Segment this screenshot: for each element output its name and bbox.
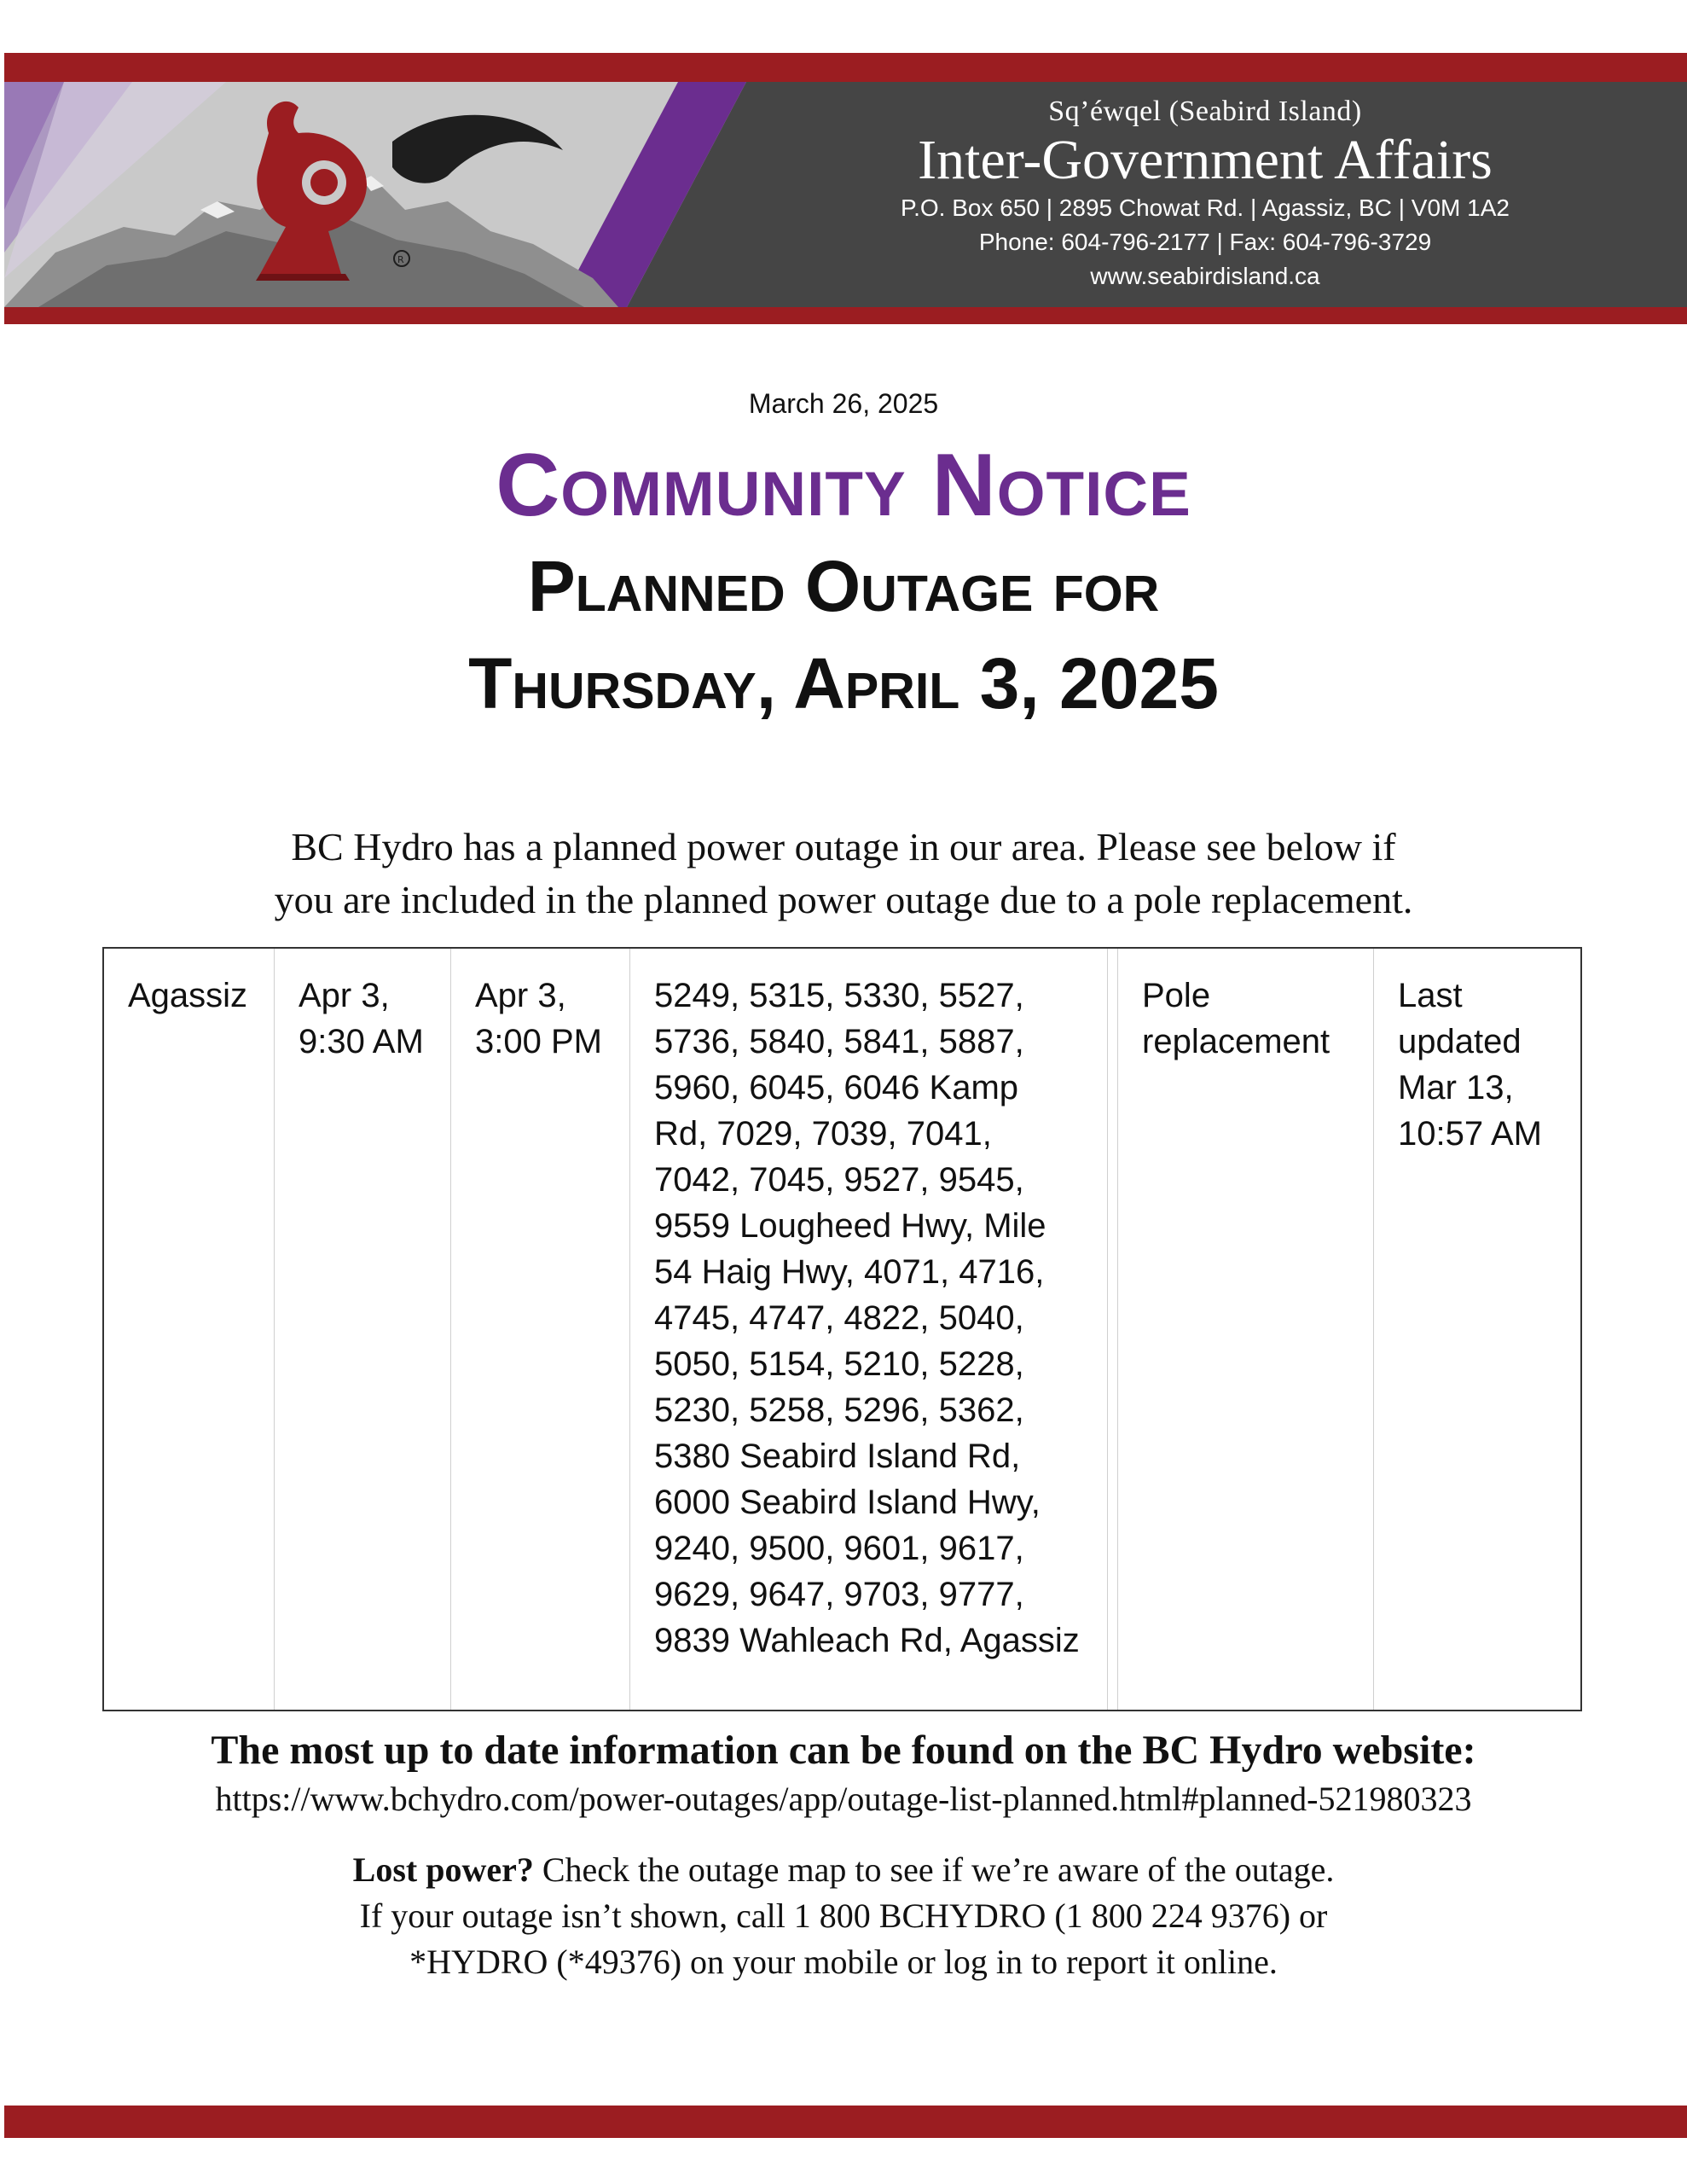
spacer-cell (1108, 949, 1118, 1710)
start-time-cell (275, 949, 451, 1710)
seabird-logo-artwork (4, 82, 789, 307)
address-line: 5960, 6045, 6046 Kamp (654, 1069, 1019, 1107)
address-line: 9240, 9500, 9601, 9617, (654, 1530, 1024, 1567)
subtitle-line-1: Planned Outage for (527, 546, 1160, 626)
lost-power-label: Lost power? (352, 1850, 534, 1889)
end-time-cell (451, 949, 630, 1710)
last-updated-cell (1374, 949, 1580, 1710)
footer-stripe (4, 2106, 1687, 2138)
end-date: Apr 3, (475, 977, 566, 1014)
intro-line-2: you are included in the planned power outage due to a pole replacement. (274, 878, 1413, 921)
address-line: 5230, 5258, 5296, 5362, (654, 1391, 1024, 1429)
mailing-address: P.O. Box 650 | 2895 Chowat Rd. | Agassiz, BC | V0M 1A2 (901, 195, 1510, 221)
address-line: 5380 Seabird Island Rd, (654, 1438, 1021, 1475)
banner-bottom-stripe (4, 307, 1687, 324)
address-line: 6000 Seabird Island Hwy, (654, 1484, 1041, 1521)
header-text-block (723, 82, 1687, 307)
updated-line: Mar 13, (1398, 1069, 1514, 1107)
notice-title: Community Notice (496, 436, 1191, 535)
end-time: 3:00 PM (475, 1023, 602, 1060)
address-line: 9559 Lougheed Hwy, Mile (654, 1207, 1046, 1245)
address-line: 5249, 5315, 5330, 5527, (654, 977, 1024, 1014)
area-text: Agassiz (128, 977, 248, 1014)
updated-line: updated (1398, 1023, 1522, 1060)
lost-power-line-2: If your outage isn’t shown, call 1 800 BCHYDRO (1 800 224 9376) or (359, 1896, 1328, 1935)
banner-top-stripe (4, 53, 1687, 82)
lost-power-line-3: *HYDRO (*49376) on your mobile or log in to report it online. (409, 1943, 1278, 1981)
intro-line-1: BC Hydro has a planned power outage in our area. Please see below if (291, 825, 1396, 868)
subtitle-line-2: Thursday, April 3, 2025 (468, 643, 1219, 723)
addresses-cell (630, 949, 1108, 1710)
reason-cell (1118, 949, 1374, 1710)
nation-name: Sq’éwqel (Seabird Island) (1048, 96, 1362, 127)
svg-text:R: R (397, 254, 404, 265)
reason-line-2: replacement (1142, 1023, 1330, 1060)
address-line: 9839 Wahleach Rd, Agassiz (654, 1622, 1080, 1659)
lost-power-text: Check the outage map to see if we’re aware of the outage. (533, 1850, 1335, 1889)
address-line: 5736, 5840, 5841, 5887, (654, 1023, 1024, 1060)
address-line: 7042, 7045, 9527, 9545, (654, 1161, 1024, 1199)
outage-table (102, 947, 1582, 1711)
start-time: 9:30 AM (299, 1023, 424, 1060)
intro-paragraph (0, 821, 1687, 926)
address-line: 54 Haig Hwy, 4071, 4716, (654, 1253, 1045, 1291)
header-banner (4, 53, 1687, 324)
bchydro-outage-link[interactable]: https://www.bchydro.com/power-outages/app/outage-list-planned.html#planned-521980323 (215, 1780, 1472, 1818)
updated-line: 10:57 AM (1398, 1115, 1543, 1153)
website-info-heading: The most up to date information can be found on the BC Hydro website: (211, 1728, 1476, 1773)
start-date: Apr 3, (299, 977, 390, 1014)
lost-power-line-1 (0, 1847, 1687, 1893)
reason-line-1: Pole (1142, 977, 1211, 1014)
website-link[interactable]: www.seabirdisland.ca (1090, 263, 1320, 289)
updated-line: Last (1398, 977, 1463, 1014)
notice-subtitle (0, 537, 1687, 732)
address-line: 9629, 9647, 9703, 9777, (654, 1576, 1024, 1613)
address-line: Rd, 7029, 7039, 7041, (654, 1115, 992, 1153)
area-cell (104, 949, 275, 1710)
phone-fax: Phone: 604-796-2177 | Fax: 604-796-3729 (978, 229, 1432, 255)
address-line: 5050, 5154, 5210, 5228, (654, 1345, 1024, 1383)
department-name: Inter-Government Affairs (918, 129, 1493, 191)
notice-date: March 26, 2025 (748, 388, 939, 419)
address-line: 4745, 4747, 4822, 5040, (654, 1299, 1024, 1337)
lost-power-paragraph (0, 1847, 1687, 1985)
